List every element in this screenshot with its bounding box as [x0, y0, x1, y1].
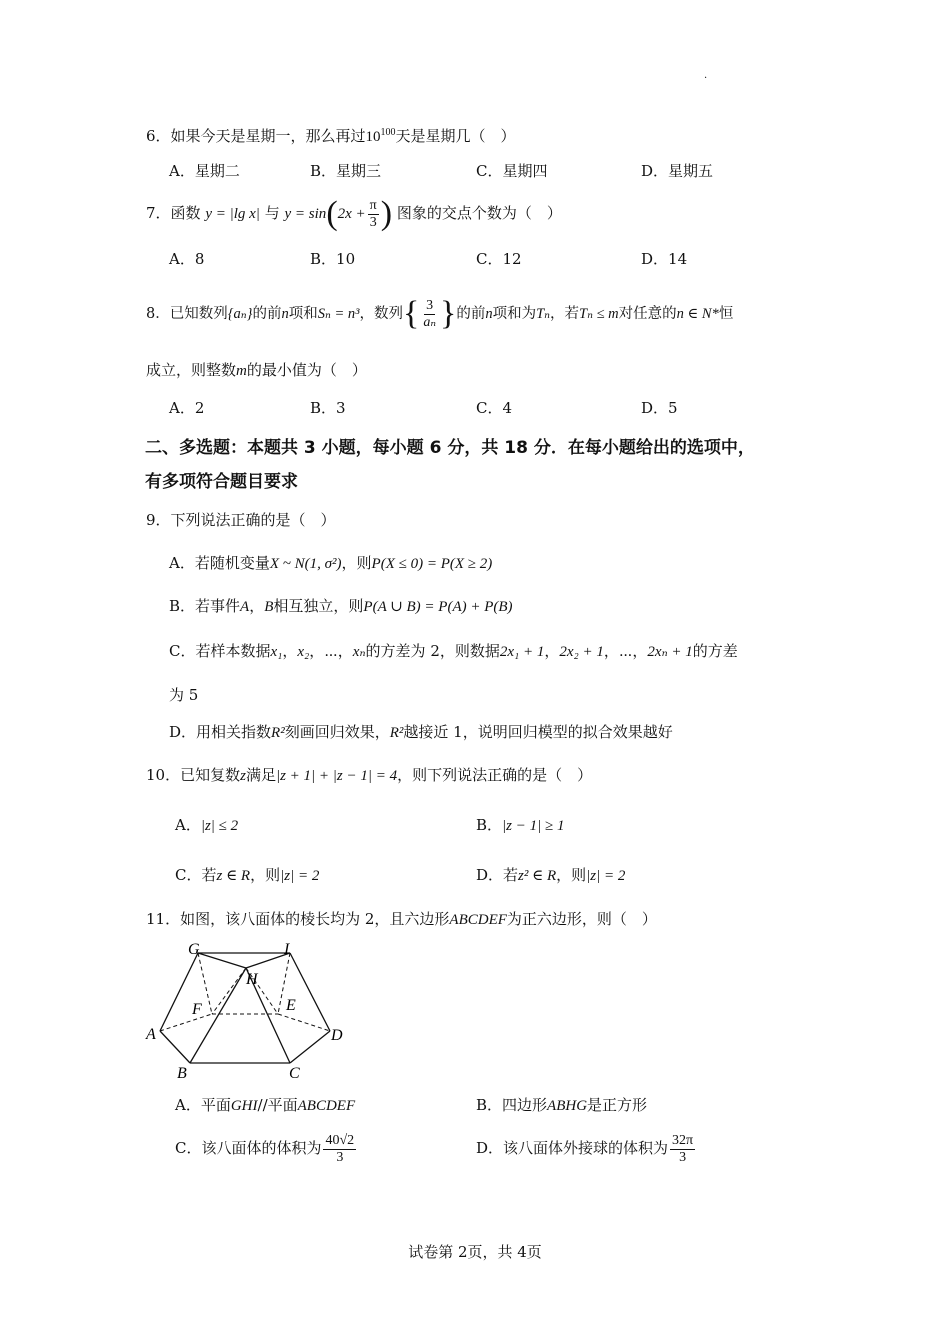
- q7-func2-prefix: y = sin: [284, 206, 327, 222]
- q8-frac-den: aₙ: [423, 314, 436, 330]
- q8-option-d: D．5: [641, 399, 678, 417]
- q10-a-label: A．: [175, 816, 201, 834]
- q8-n1: n: [281, 306, 289, 322]
- q7-mid: 与: [264, 204, 280, 222]
- q10-c: ，则下列说法正确的是（ ）: [397, 766, 593, 784]
- q9-option-a: [169, 553, 492, 574]
- q10-d-label: D．若: [476, 866, 519, 884]
- q8-e: 的前: [456, 306, 486, 322]
- q10-b-math: |z − 1| ≥ 1: [502, 818, 565, 834]
- q11-b: 为正六边形，则（ ）: [506, 910, 657, 928]
- q7-func2-inner: 2x +: [337, 206, 366, 222]
- q9-option-c-line2: 为 5: [169, 686, 199, 704]
- q10-d-mid: ，则: [556, 866, 587, 884]
- q10-option-b: [476, 815, 564, 836]
- q9-c-dots: ⋯: [324, 642, 338, 660]
- q11-d-fraction: [670, 1133, 695, 1166]
- q8-seq: {aₙ}: [227, 306, 253, 322]
- question-7-stem: [146, 196, 562, 231]
- section-2-heading-line1: 二、多选题：本题共 3 小题，每小题 6 分，共 18 分．在每小题给出的选项中，: [145, 438, 755, 458]
- q7-option-c: C．12: [476, 250, 522, 268]
- vertex-label-g: G: [188, 941, 200, 958]
- q8-n2: n: [485, 306, 493, 322]
- q11-c-num: 40√2: [325, 1132, 355, 1148]
- q11-a-plane2: ABCDEF: [297, 1098, 356, 1114]
- q8-i: 恒: [718, 306, 734, 322]
- q11-c-fraction: [323, 1133, 356, 1166]
- q11-a-parallel: //平面: [257, 1096, 298, 1114]
- question-9-stem: 9．下列说法正确的是（ ）: [146, 511, 336, 529]
- q9-a-text: A．若随机变量: [169, 554, 270, 572]
- q8-tn: Tₙ: [536, 306, 551, 322]
- q11-option-b: [476, 1095, 647, 1116]
- vertex-label-c: C: [289, 1065, 300, 1082]
- question-11-stem: [146, 909, 657, 930]
- q9-option-d: [169, 722, 673, 743]
- q9-a-mid: ，则: [341, 554, 372, 572]
- q8-left-brace: {: [402, 295, 420, 332]
- q7-fraction: [368, 198, 379, 231]
- q9-d-text: D．用相关指数: [169, 723, 272, 741]
- q8-set: n ∈ N*: [676, 306, 719, 322]
- q11-b-tail: 是正方形: [587, 1096, 648, 1114]
- section-2-heading-line2: 有多项符合题目要求: [145, 472, 298, 492]
- q9-c-x1: x₁: [270, 644, 283, 660]
- q11-d-num: 32π: [672, 1132, 694, 1148]
- q8-line2-tail: 的最小值为（ ）: [246, 361, 367, 379]
- question-6-stem: [146, 123, 516, 147]
- q11-hex: ABCDEF: [449, 912, 507, 928]
- q7-frac-den: 3: [369, 214, 377, 230]
- q9-b-event-a: A: [240, 599, 250, 615]
- q7-option-b: B．10: [310, 250, 356, 268]
- q10-cond: |z + 1| + |z − 1| = 4: [275, 768, 398, 784]
- q11-d-den: 3: [679, 1149, 687, 1165]
- vertex-label-e: E: [286, 997, 296, 1014]
- q8-d: ，数列: [359, 306, 403, 322]
- q9-option-b: [169, 596, 513, 617]
- q9-b-comma: ，: [249, 597, 265, 615]
- q10-c-math2: |z| = 2: [280, 868, 320, 884]
- q8-c: 项和: [288, 306, 318, 322]
- q7-left-paren: (: [326, 195, 338, 232]
- q6-option-d: D．星期五: [641, 162, 714, 180]
- q10-c-mid: ，则: [250, 866, 281, 884]
- q6-suffix: 天是星期几（ ）: [395, 127, 516, 145]
- q10-c-math1: z ∈ R: [216, 868, 251, 884]
- q11-b-text: B．四边形: [476, 1096, 548, 1114]
- q8-a: 8．已知数列: [146, 306, 228, 322]
- q9-c-y2: 2x₂ + 1: [559, 644, 604, 660]
- question-8-line1: [146, 296, 733, 332]
- q6-exponent: 100: [380, 127, 396, 138]
- q7-right-paren: ): [380, 195, 393, 232]
- q8-option-a: A．2: [169, 399, 205, 417]
- q8-option-c: C．4: [476, 399, 513, 417]
- q7-func1: y = |lg x|: [205, 206, 260, 222]
- q11-a: 11．如图，该八面体的棱长均为 2，且六边形: [146, 910, 450, 928]
- q9-c-xn: xₙ: [352, 644, 366, 660]
- corner-mark: .: [704, 70, 708, 81]
- q8-fraction: [421, 298, 438, 331]
- q9-option-c: C．若样本数据x₁，x₂，⋯，xₙ的方差为 2，则数据2x₁ + 1，2x₂ + 1，⋯，2xₙ + 1的方差: [169, 642, 738, 660]
- q9-c-dots2: ⋯: [618, 642, 633, 660]
- q9-b-math: P(A ∪ B) = P(A) + P(B): [363, 599, 513, 615]
- q8-f: 项和为: [492, 306, 537, 322]
- q8-ineq: Tₙ ≤ m: [579, 306, 619, 322]
- question-10-stem: [146, 765, 592, 786]
- question-8-line2: [146, 360, 367, 381]
- q9-a-math2: P(X ≤ 0) = P(X ≥ 2): [371, 556, 493, 572]
- q11-option-d: [476, 1128, 697, 1168]
- vertex-label-d: D: [331, 1027, 343, 1044]
- octahedron-figure: [140, 936, 350, 1086]
- q10-option-a: [175, 815, 238, 836]
- q9-c-mid: 的方差为 2，则数据: [365, 642, 500, 660]
- q9-c-yn: 2xₙ + 1: [647, 644, 693, 660]
- q9-c-y1: 2x₁ + 1: [499, 644, 545, 660]
- q10-a: 10．已知复数: [146, 766, 241, 784]
- q11-c-den: 3: [336, 1149, 344, 1165]
- q11-option-a: [175, 1095, 355, 1116]
- q9-d-mid: 刻画回归效果，: [284, 723, 390, 741]
- q6-base: 10: [365, 129, 381, 145]
- q9-b-mid: 相互独立，则: [273, 597, 364, 615]
- q9-b-event-b: B: [264, 599, 274, 615]
- q10-b: 满足: [245, 766, 276, 784]
- q10-z: z: [240, 768, 246, 784]
- q11-b-quad: ABHG: [547, 1098, 588, 1114]
- q9-b-text: B．若事件: [169, 597, 241, 615]
- vertex-label-f: F: [192, 1001, 202, 1018]
- q9-d-tail: 越接近 1，说明回归模型的拟合效果越好: [403, 723, 673, 741]
- q11-a-text: A．平面: [175, 1096, 231, 1114]
- q10-option-d: [476, 865, 625, 886]
- q9-c-tail: 的方差: [692, 642, 738, 660]
- q11-option-c: [175, 1128, 358, 1168]
- q10-a-math: |z| ≤ 2: [200, 818, 239, 834]
- vertex-label-h: H: [246, 971, 258, 988]
- q10-d-math2: |z| = 2: [586, 868, 626, 884]
- q8-sn: Sₙ = n³: [317, 306, 360, 322]
- vertex-label-i: I: [284, 941, 290, 958]
- vertex-label-a: A: [146, 1026, 156, 1043]
- q8-m: m: [236, 363, 247, 379]
- q10-c-label: C．若: [175, 866, 217, 884]
- q7-num: 7．函数: [146, 204, 201, 222]
- q6-option-b: B．星期三: [310, 162, 382, 180]
- q8-line2: 成立，则整数: [146, 361, 237, 379]
- q8-h: 对任意的: [618, 306, 677, 322]
- q11-c-text: C．该八面体的体积为: [175, 1139, 322, 1157]
- q11-d-text: D．该八面体外接球的体积为: [476, 1139, 669, 1157]
- q7-frac-num: π: [369, 197, 377, 213]
- q8-frac-num: 3: [426, 297, 434, 313]
- page-footer: 试卷第 2页，共 4页: [408, 1243, 542, 1261]
- q7-option-d: D．14: [641, 250, 688, 268]
- q7-tail: 图象的交点个数为（ ）: [396, 204, 562, 222]
- q10-option-c: [175, 865, 319, 886]
- q10-b-label: B．: [476, 816, 503, 834]
- q7-option-a: A．8: [169, 250, 205, 268]
- vertex-label-b: B: [177, 1065, 187, 1082]
- q8-right-brace: }: [440, 295, 457, 332]
- q9-c-x2: x₂: [297, 644, 310, 660]
- q9-a-math1: X ~ N(1, σ²): [269, 556, 342, 572]
- q9-d-r2b: R²: [389, 725, 404, 741]
- q8-option-b: B．3: [310, 399, 346, 417]
- q6-option-c: C．星期四: [476, 162, 548, 180]
- q9-d-r2: R²: [271, 725, 285, 741]
- q6-option-a: A．星期二: [169, 162, 240, 180]
- q10-d-math1: z² ∈ R: [518, 868, 557, 884]
- q9-c-text: C．若样本数据: [169, 642, 271, 660]
- q8-b: 的前: [252, 306, 282, 322]
- q6-prefix: 6．如果今天是星期一，那么再过: [146, 127, 366, 145]
- q8-g: ，若: [550, 306, 580, 322]
- q11-a-plane1: GHI: [230, 1098, 258, 1114]
